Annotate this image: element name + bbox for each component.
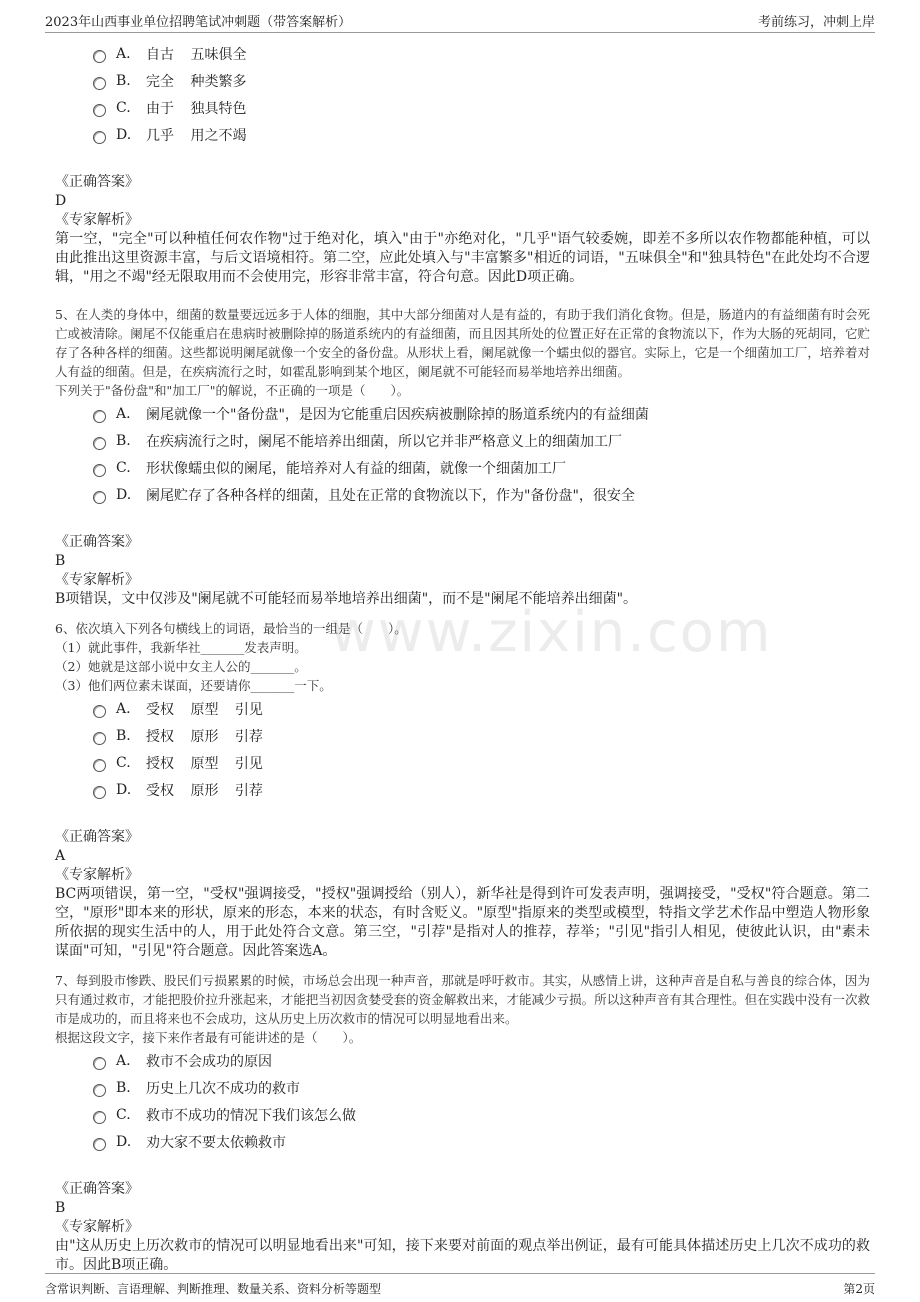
- q4-answer: D: [55, 193, 67, 209]
- q7-option-c[interactable]: C. 救市不成功的情况下我们该怎么做: [93, 1101, 870, 1128]
- q6-answer-block: [55, 828, 870, 961]
- q6-options: [93, 695, 870, 803]
- q4-option-b[interactable]: B. 完全 种类繁多: [93, 67, 870, 94]
- q5-options: [93, 400, 870, 508]
- q4-option-c[interactable]: C. 由于 独具特色: [93, 94, 870, 121]
- q4-option-a[interactable]: A. 自古 五味俱全: [93, 40, 870, 67]
- radio-icon[interactable]: [93, 786, 106, 799]
- q5-option-b[interactable]: B. 在疾病流行之时，阑尾不能培养出细菌，所以它并非严格意义上的细菌加工厂: [93, 427, 870, 454]
- q4-answer-block: [55, 173, 870, 287]
- q4-option-d[interactable]: D. 几乎 用之不竭: [93, 121, 870, 148]
- q6-analysis: BC两项错误，第一空，"受权"强调接受，"授权"强调授给（别人），新华社是得到许可发表声明，强调接受，"受权"符合题意。第二空，"原形"即本来的形状，原来的形态，本来的状态，有时含贬义。"原型"指原来的类型或模型，特指文学艺术作品中塑造人物形象所依据的现实生活中的人，用于此处符合文意。第三空，"引荐"是指对人的推荐，荐举；"引见"指引人相见，使彼此认识，由"素未谋面"可知，"引见"符合题意。因此答案选A。: [55, 886, 870, 959]
- page-header: [45, 0, 875, 33]
- answer-label: 《正确答案》: [55, 829, 139, 845]
- q7-option-b[interactable]: B. 历史上几次不成功的救市: [93, 1074, 870, 1101]
- q5-question: 下列关于"备份盘"和"加工厂"的解说，不正确的一项是（ ）。: [55, 383, 410, 398]
- q5-analysis: B项错误，文中仅涉及"阑尾就不可能轻而易举地培养出细菌"，而不是"阑尾不能培养出细菌"。: [55, 591, 638, 607]
- q6-option-a[interactable]: A. 受权 原型 引见: [93, 695, 870, 722]
- q7-answer-block: [55, 1180, 870, 1275]
- q4-options: [93, 40, 870, 148]
- radio-icon[interactable]: [93, 1138, 106, 1151]
- page-number: 第2页: [843, 1282, 875, 1296]
- q6-stem: 6、依次填入下列各句横线上的词语，最恰当的一组是（ ）。: [55, 621, 407, 636]
- q6-line-2: （2）她就是这部小说中女主人公的_______。: [55, 659, 307, 674]
- q6-option-c[interactable]: C. 授权 原型 引见: [93, 749, 870, 776]
- q5-stem: 5、在人类的身体中，细菌的数量要远远多于人体的细胞，其中大部分细菌对人是有益的，有助于我们消化食物。但是，肠道内的有益细菌有时会死亡或被清除。阑尾不仅能重启在患病时被删除掉的肠道系统内的有益细菌，而且因其所处的位置正好在正常的食物流以下，作为大肠的死胡同，它贮存了各种各样的细菌。这些都说明阑尾就像一个安全的备份盘。从形状上看，阑尾就像一个蠕虫似的器官。实际上，它是一个细菌加工厂，培养着对人有益的细菌。但是，在疾病流行之时，如霍乱影响到某个地区，阑尾就不可能轻而易举地培养出细菌。: [55, 307, 870, 379]
- q6-option-d[interactable]: D. 受权 原形 引荐: [93, 776, 870, 803]
- q7-option-a[interactable]: A. 救市不会成功的原因: [93, 1047, 870, 1074]
- q7-option-d[interactable]: D. 劝大家不要太依赖救市: [93, 1128, 870, 1155]
- q5-answer-block: [55, 533, 870, 609]
- q5-option-d[interactable]: D. 阑尾贮存了各种各样的细菌，且处在正常的食物流以下，作为"备份盘"，很安全: [93, 481, 870, 508]
- radio-icon[interactable]: [93, 464, 106, 477]
- q6-answer: A: [55, 848, 66, 864]
- analysis-label: 《专家解析》: [55, 212, 139, 228]
- q7-analysis: 由"这从历史上历次救市的情况可以明显地看出来"可知，接下来要对前面的观点举出例证，最有可能具体描述历史上几次不成功的救市。因此B项正确。: [55, 1238, 870, 1273]
- q5-option-c[interactable]: C. 形状像蠕虫似的阑尾，能培养对人有益的细菌，就像一个细菌加工厂: [93, 454, 870, 481]
- radio-icon[interactable]: [93, 104, 106, 117]
- q6-line-1: （1）就此事件，我新华社_______发表声明。: [55, 640, 307, 655]
- radio-icon[interactable]: [93, 437, 106, 450]
- watermark: www.zixin.com: [330, 600, 773, 665]
- radio-icon[interactable]: [93, 131, 106, 144]
- radio-icon[interactable]: [93, 1111, 106, 1124]
- radio-icon[interactable]: [93, 410, 106, 423]
- answer-label: 《正确答案》: [55, 1181, 139, 1197]
- radio-icon[interactable]: [93, 1057, 106, 1070]
- q5-option-a[interactable]: A. 阑尾就像一个"备份盘"，是因为它能重启因疾病被删除掉的肠道系统内的有益细菌: [93, 400, 870, 427]
- radio-icon[interactable]: [93, 1084, 106, 1097]
- page-footer: [45, 1273, 875, 1302]
- answer-label: 《正确答案》: [55, 534, 139, 550]
- q7-question: 根据这段文字，接下来作者最有可能讲述的是（ ）。: [55, 1030, 362, 1045]
- footer-categories: 含常识判断、言语理解、判断推理、数量关系、资料分析等题型: [45, 1282, 382, 1296]
- radio-icon[interactable]: [93, 77, 106, 90]
- analysis-label: 《专家解析》: [55, 572, 139, 588]
- q5-answer: B: [55, 553, 66, 569]
- q6-option-b[interactable]: B. 授权 原形 引荐: [93, 722, 870, 749]
- header-slogan: 考前练习，冲刺上岸: [757, 15, 875, 30]
- page-content: [55, 40, 870, 1275]
- q6-line-3: （3）他们两位素未谋面，还要请你_______一下。: [55, 678, 332, 693]
- radio-icon[interactable]: [93, 491, 106, 504]
- q7-stem: 7、每到股市惨跌、股民们亏损累累的时候，市场总会出现一种声音，那就是呼吁救市。其实，从感情上讲，这种声音是自私与善良的综合体，因为只有通过救市，才能把股价拉升涨起来，才能把当初因贪婪受套的资金解救出来，才能减少亏损。所以这种声音有其合理性。但在实践中没有一次救市是成功的，而且将来也不会成功，这从历史上历次救市的情况可以明显地看出来。: [55, 973, 870, 1026]
- q4-analysis: 第一空，"完全"可以种植任何农作物"过于绝对化，填入"由于"亦绝对化，"几乎"语气较委婉，即差不多所以农作物都能种植，可以由此推出这里资源丰富，与后文语境相符。第二空，应此处填入与"丰富繁多"相近的词语，"五味俱全"和"独具特色"在此处均不合逻辑，"用之不竭"经无限取用而不会使用完，形容非常丰富，符合句意。因此D项正确。: [55, 231, 870, 285]
- analysis-label: 《专家解析》: [55, 867, 139, 883]
- answer-label: 《正确答案》: [55, 174, 139, 190]
- radio-icon[interactable]: [93, 50, 106, 63]
- radio-icon[interactable]: [93, 759, 106, 772]
- analysis-label: 《专家解析》: [55, 1219, 139, 1235]
- q7-options: [93, 1047, 870, 1155]
- document-title: 2023年山西事业单位招聘笔试冲刺题（带答案解析）: [45, 15, 352, 30]
- radio-icon[interactable]: [93, 732, 106, 745]
- q7-answer: B: [55, 1200, 66, 1216]
- radio-icon[interactable]: [93, 705, 106, 718]
